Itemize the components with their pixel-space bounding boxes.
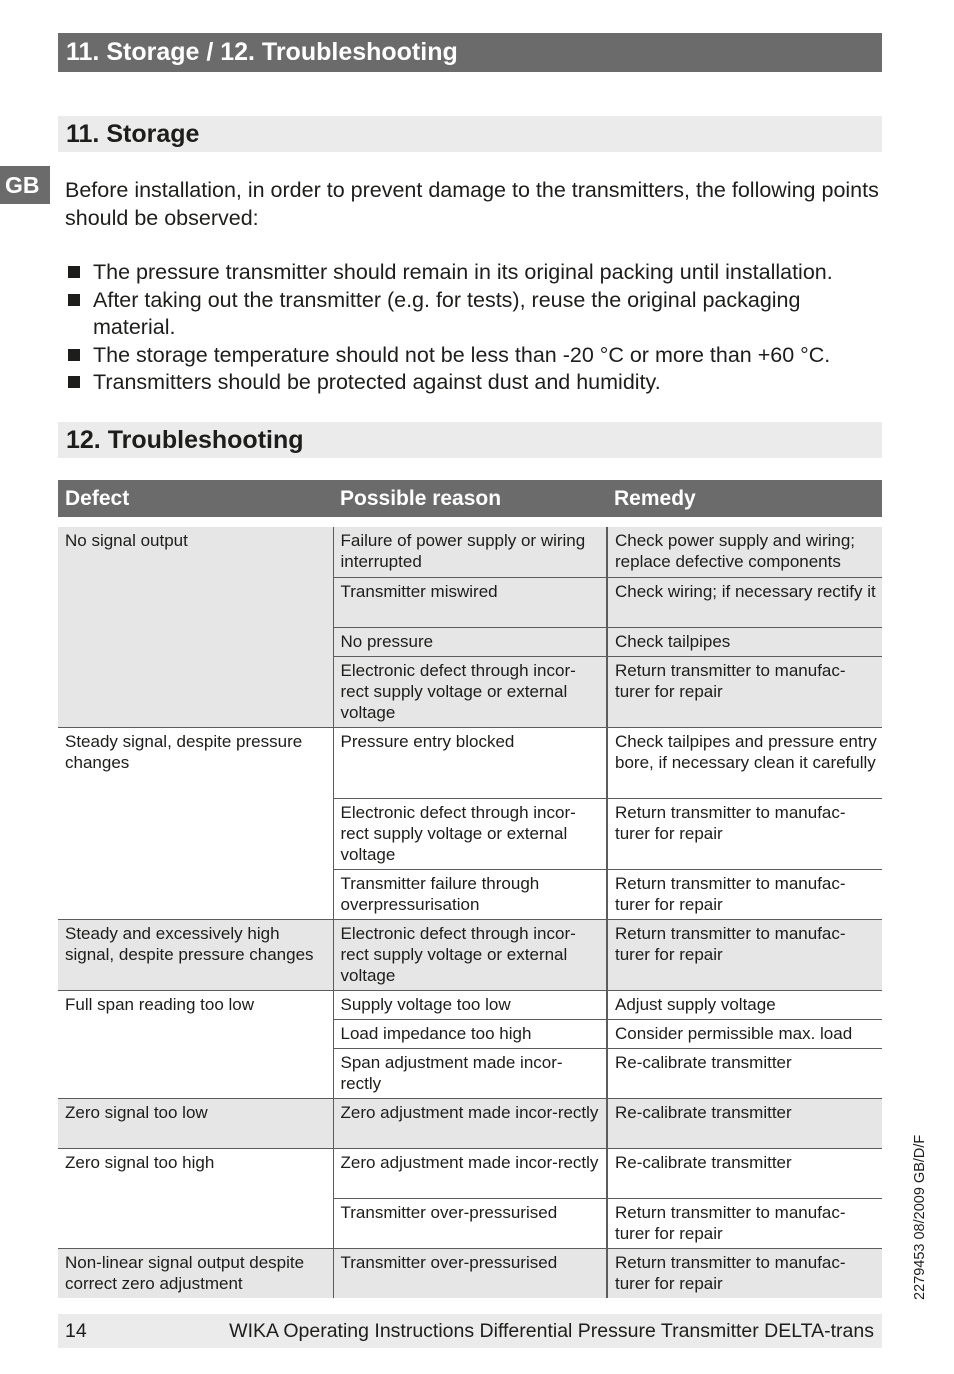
reason-cell: Zero adjustment made incor-rectly <box>333 1148 607 1198</box>
table-row <box>58 1148 882 1198</box>
remedy-cell: Consider permissible max. load <box>607 1019 882 1048</box>
defect-cell: Non-linear signal output despite correct zero adjustment <box>58 1248 333 1298</box>
list-item <box>66 287 888 342</box>
remedy-cell: Return transmitter to manufac-turer for repair <box>607 1248 882 1298</box>
reason-cell: Transmitter miswired <box>333 577 607 627</box>
bullet-text: After taking out the transmitter (e.g. for tests), reuse the original packaging material. <box>93 287 801 339</box>
bullet-square-icon <box>68 294 80 306</box>
footer-text: WIKA Operating Instructions Differential Pressure Transmitter DELTA-trans <box>229 1320 874 1342</box>
page-footer <box>58 1314 882 1348</box>
defect-cell: Full span reading too low <box>58 990 333 1098</box>
remedy-cell: Check tailpipes <box>607 627 882 656</box>
bullet-text: Transmitters should be protected against dust and humidity. <box>93 370 661 394</box>
table-row <box>58 527 882 577</box>
table-row <box>58 1248 882 1298</box>
remedy-cell: Return transmitter to manufac-turer for repair <box>607 869 882 919</box>
column-header-reason: Possible reason <box>340 487 502 510</box>
column-header-defect: Defect <box>65 487 130 510</box>
defect-cell: Steady and excessively high signal, despite pressure changes <box>58 919 333 990</box>
reason-cell: Load impedance too high <box>333 1019 607 1048</box>
troubleshooting-heading: 12. Troubleshooting <box>58 422 882 458</box>
bullet-square-icon <box>68 376 80 388</box>
document-code: 2279453 08/2009 GB/D/F <box>912 1134 928 1300</box>
defect-cell: Zero signal too low <box>58 1098 333 1148</box>
reason-cell: Transmitter over-pressurised <box>333 1198 607 1248</box>
table-body <box>58 527 882 1298</box>
storage-bullet-list <box>66 259 888 397</box>
reason-cell: Transmitter over-pressurised <box>333 1248 607 1298</box>
bullet-square-icon <box>68 349 80 361</box>
bullet-square-icon <box>68 266 80 278</box>
reason-cell: Zero adjustment made incor-rectly <box>333 1098 607 1148</box>
remedy-cell: Check tailpipes and pressure entry bore, if necessary clean it carefully <box>607 727 882 798</box>
list-item <box>66 342 888 370</box>
remedy-cell: Re-calibrate transmitter <box>607 1098 882 1148</box>
table-row <box>58 990 882 1019</box>
remedy-cell: Return transmitter to manufac-turer for repair <box>607 798 882 869</box>
defect-cell: Steady signal, despite pressure changes <box>58 727 333 919</box>
storage-heading: 11. Storage <box>58 116 882 152</box>
remedy-cell: Re-calibrate transmitter <box>607 1148 882 1198</box>
defect-cell: Zero signal too high <box>58 1148 333 1248</box>
remedy-cell: Check power supply and wiring; replace defective components <box>607 527 882 577</box>
reason-cell: Electronic defect through incor-rect supply voltage or external voltage <box>333 798 607 869</box>
table-row <box>58 727 882 798</box>
page-number: 14 <box>65 1320 87 1342</box>
remedy-cell: Check wiring; if necessary rectify it <box>607 577 882 627</box>
page-header-title: 11. Storage / 12. Troubleshooting <box>58 33 882 72</box>
reason-cell: Transmitter failure through overpressurisation <box>333 869 607 919</box>
defect-cell: No signal output <box>58 527 333 727</box>
list-item <box>66 369 888 397</box>
table-row <box>58 919 882 990</box>
list-item <box>66 259 888 287</box>
table-row <box>58 1098 882 1148</box>
reason-cell: Electronic defect through incor-rect supply voltage or external voltage <box>333 656 607 727</box>
remedy-cell: Return transmitter to manufac-turer for repair <box>607 656 882 727</box>
language-tab: GB <box>0 166 50 204</box>
reason-cell: Failure of power supply or wiring interrupted <box>333 527 607 577</box>
reason-cell: Supply voltage too low <box>333 990 607 1019</box>
reason-cell: Pressure entry blocked <box>333 727 607 798</box>
reason-cell: No pressure <box>333 627 607 656</box>
troubleshooting-table <box>58 480 882 1298</box>
remedy-cell: Re-calibrate transmitter <box>607 1048 882 1098</box>
bullet-text: The storage temperature should not be less than -20 °C or more than +60 °C. <box>93 342 831 367</box>
remedy-cell: Return transmitter to manufac-turer for repair <box>607 1198 882 1248</box>
column-header-remedy: Remedy <box>614 487 696 510</box>
reason-cell: Span adjustment made incor-rectly <box>333 1048 607 1098</box>
table-header <box>58 480 882 517</box>
remedy-cell: Adjust supply voltage <box>607 990 882 1019</box>
storage-intro: Before installation, in order to prevent damage to the transmitters, the following points should be observed: <box>65 178 879 230</box>
bullet-text: The pressure transmitter should remain in its original packing until installation. <box>93 260 833 284</box>
reason-cell: Electronic defect through incor-rect supply voltage or external voltage <box>333 919 607 990</box>
remedy-cell: Return transmitter to manufac-turer for repair <box>607 919 882 990</box>
